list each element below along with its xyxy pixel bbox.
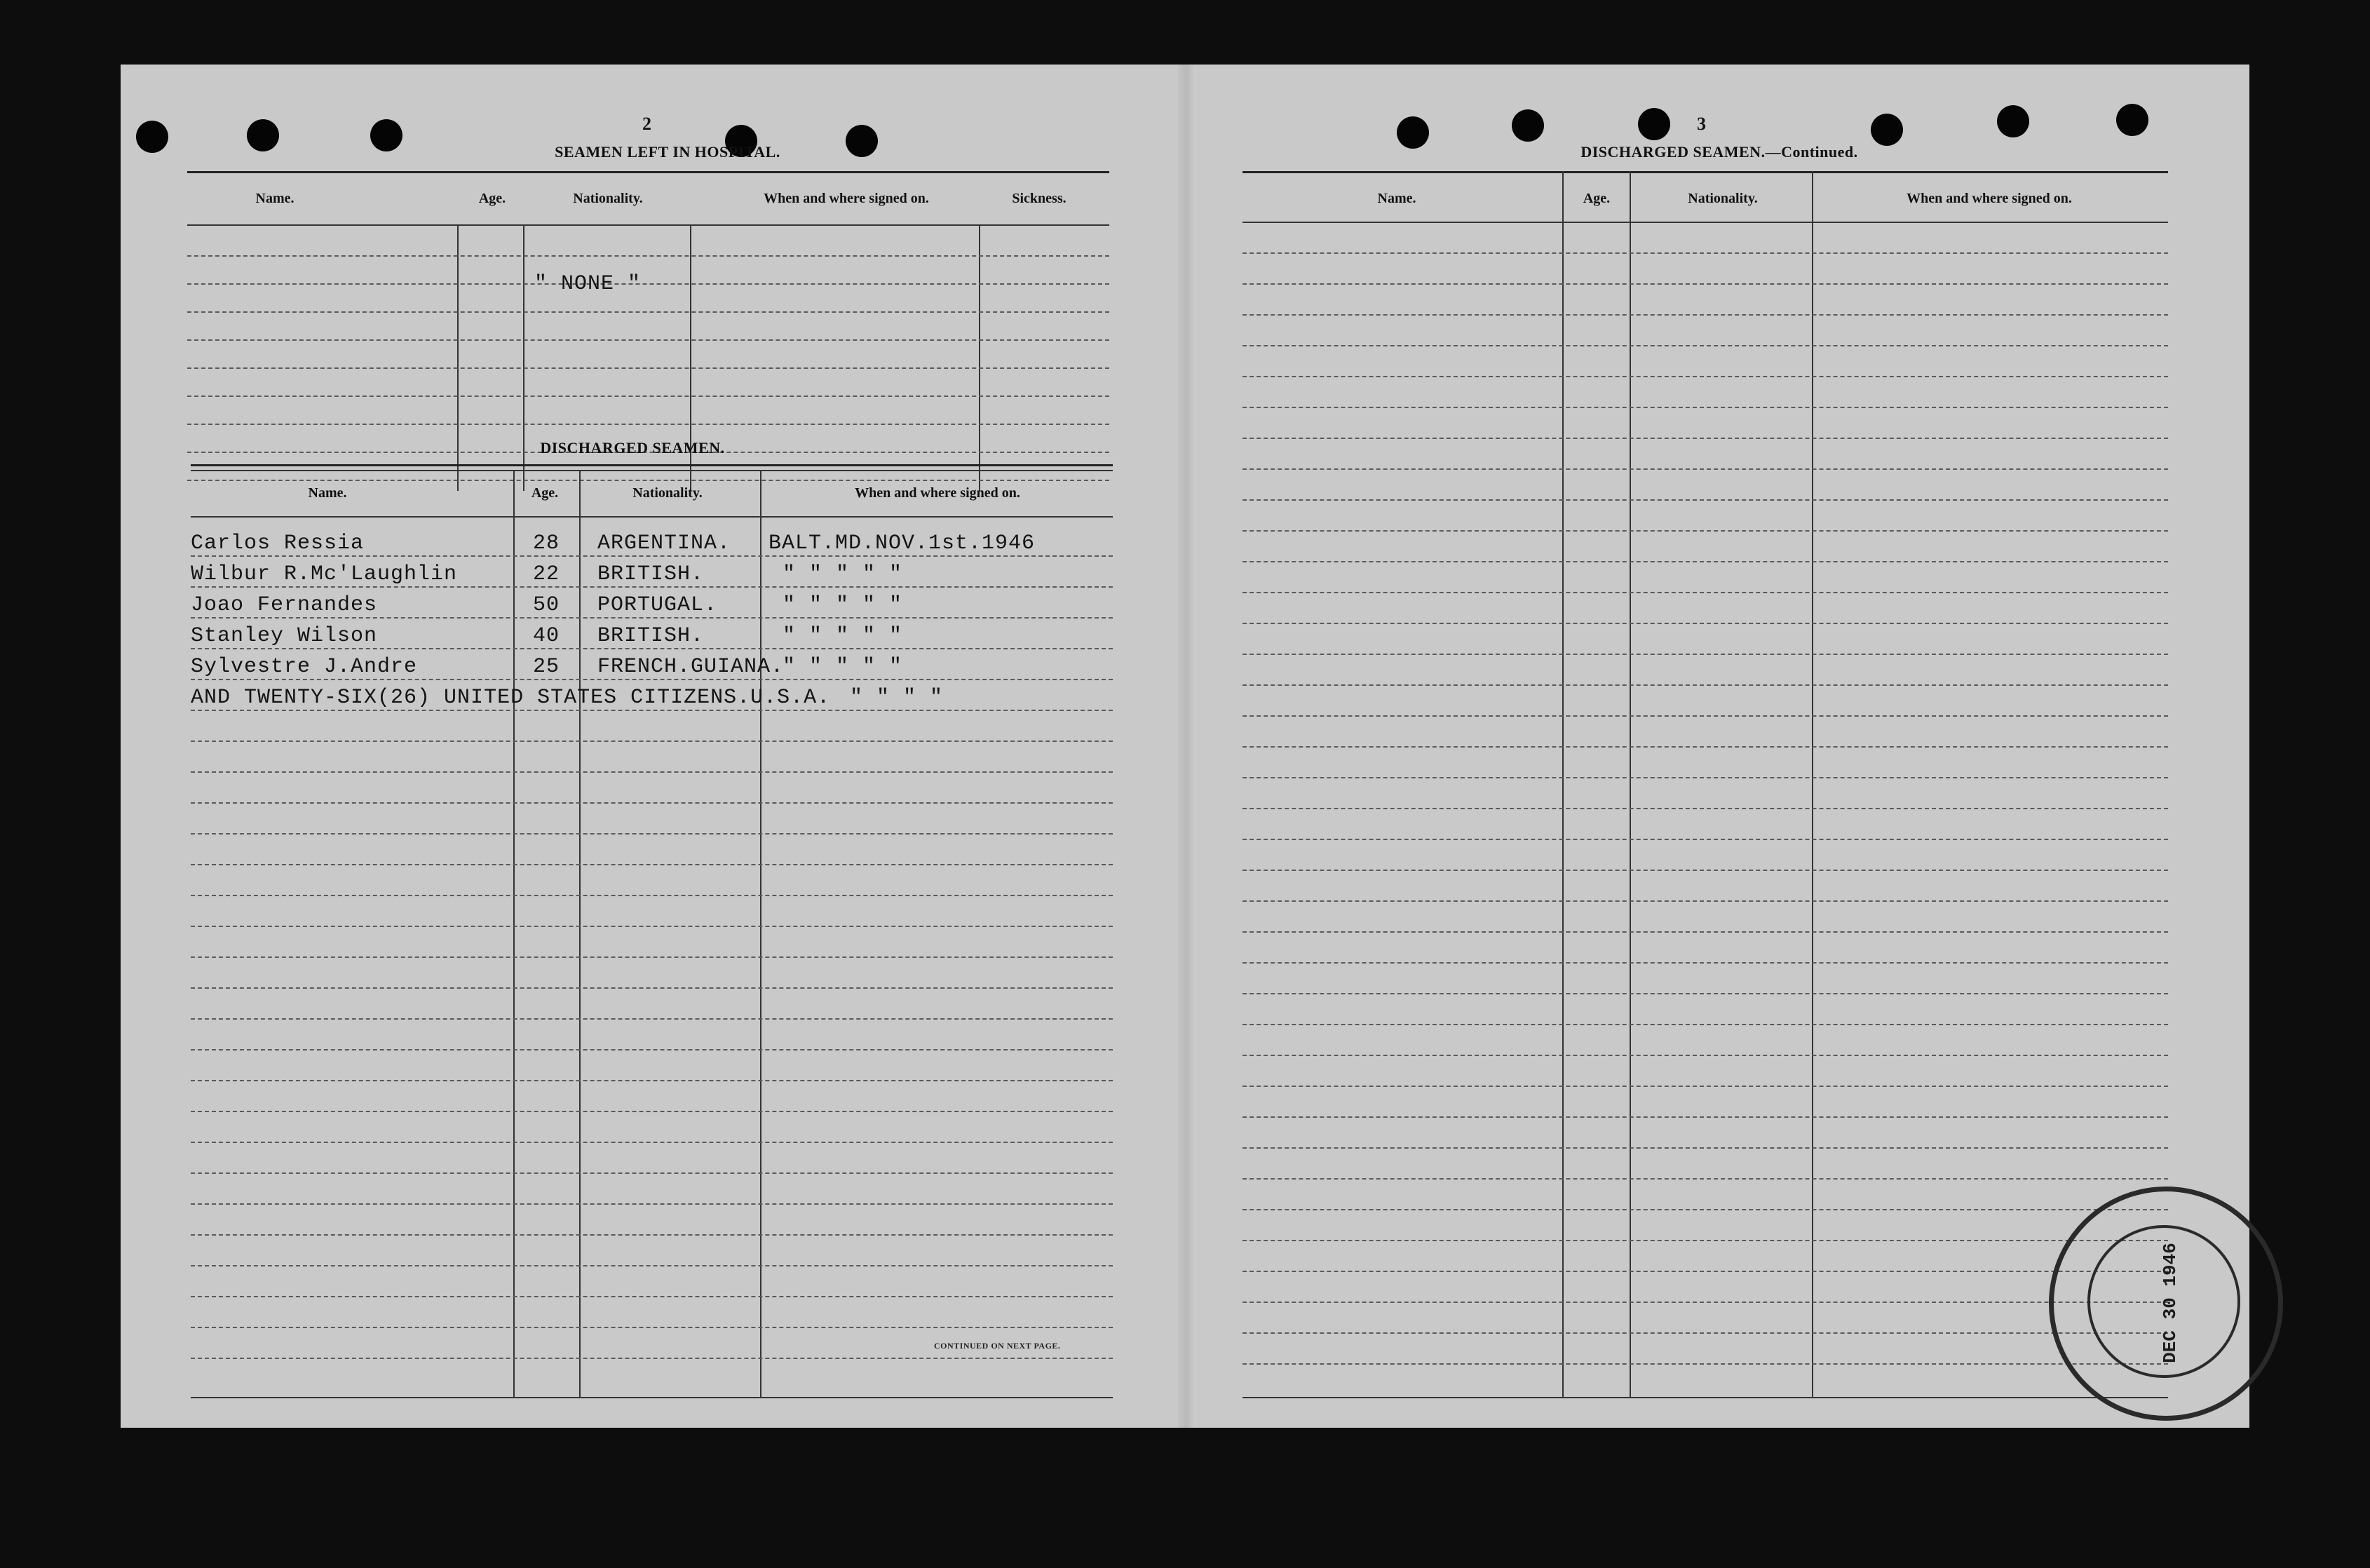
page-number: 2 [642,114,651,134]
ruled-line [191,1080,1113,1081]
seaman-age: 28 [533,532,560,555]
discharged-continued-heading: DISCHARGED SEAMEN.—Continued. [1580,143,1858,161]
ruled-line [1242,314,2168,316]
ruled-line [1242,715,2168,717]
col-nationality: Nationality. [632,485,703,501]
header-rule [1242,222,2168,223]
table-top-rule [1242,171,2168,173]
col-nationality: Nationality. [1688,191,1758,206]
col-name: Name. [255,191,294,206]
summary-ditto: " " " " [850,686,944,710]
ruled-line [191,1018,1113,1020]
hospital-none-entry: " NONE " [534,272,642,296]
seaman-signed-on: " " " " " [783,655,903,679]
stamp-date: DEC 30 1946 [2159,1243,2181,1363]
ruled-line [1242,839,2168,840]
ruled-line [187,339,1109,341]
ruled-line [191,1111,1113,1112]
table-top-rule [191,470,1113,471]
ruled-line [191,771,1113,773]
ruled-line [1242,1055,2168,1056]
ruled-line [191,710,1113,711]
column-divider [760,470,761,1397]
ruled-line [1242,870,2168,871]
column-divider [1562,171,1564,1397]
col-nationality: Nationality. [573,191,643,206]
ruled-line [1242,993,2168,994]
seaman-name: Stanley Wilson [191,624,378,648]
ruled-line [191,1172,1113,1174]
ruled-line [1242,1332,2168,1334]
ruled-line [1242,530,2168,532]
received-stamp [2049,1187,2283,1421]
ruled-line [187,480,1109,481]
page-number: 3 [1697,114,1706,134]
ruled-line [1242,468,2168,470]
table-bottom-rule [191,1397,1113,1398]
left-page [121,65,1186,1428]
table-top-rule [191,464,1113,466]
ruled-line [1242,1363,2168,1365]
ruled-line [191,741,1113,742]
ruled-line [191,1234,1113,1236]
ruled-line [191,895,1113,896]
ruled-line [191,586,1113,588]
column-divider [513,470,515,1397]
ruled-line [191,864,1113,865]
ruled-line [187,311,1109,313]
ruled-line [191,957,1113,958]
seaman-nationality: PORTUGAL. [597,593,718,617]
ruled-line [187,283,1109,285]
discharged-section-heading: DISCHARGED SEAMEN. [540,439,725,457]
seaman-age: 25 [533,655,560,679]
ruled-line [1242,345,2168,346]
seaman-name: Joao Fernandes [191,593,378,617]
col-name: Name. [308,485,347,501]
seaman-signed-on: BALT.MD.NOV.1st.1946 [768,532,1036,555]
ruled-line [1242,654,2168,655]
table-top-rule [187,171,1109,173]
ruled-line [1242,499,2168,501]
ruled-line [1242,1209,2168,1210]
column-divider [579,470,581,1397]
ruled-line [1242,1271,2168,1272]
table-bottom-rule [1242,1397,2168,1398]
ruled-line [191,617,1113,619]
ruled-line [191,1142,1113,1143]
continued-note: CONTINUED ON NEXT PAGE. [934,1341,1061,1351]
ruled-line [191,679,1113,680]
header-rule [187,224,1109,226]
ruled-line [1242,777,2168,778]
ruled-line [1242,808,2168,809]
ruled-line [1242,1086,2168,1087]
col-signed-on: When and where signed on. [764,191,929,206]
ruled-line [1242,1116,2168,1118]
seaman-nationality: BRITISH. [597,624,705,648]
ruled-line [1242,931,2168,933]
ruled-line [1242,1024,2168,1025]
ruled-line [1242,283,2168,285]
ruled-line [191,648,1113,649]
col-name: Name. [1377,191,1416,206]
seaman-signed-on: " " " " " [783,624,903,648]
ruled-line [191,1296,1113,1297]
ruled-line [187,396,1109,397]
ruled-line [191,1265,1113,1266]
col-signed-on: When and where signed on. [855,485,1020,501]
column-divider [1630,171,1631,1397]
seaman-nationality: ARGENTINA. [597,532,731,555]
col-sickness: Sickness. [1012,191,1066,206]
ruled-line [191,555,1113,557]
col-age: Age. [1583,191,1611,206]
seaman-name: Carlos Ressia [191,532,365,555]
col-age: Age. [478,191,506,206]
ruled-line [187,424,1109,425]
ruled-line [191,1049,1113,1050]
ruled-line [1242,438,2168,439]
seaman-age: 50 [533,593,560,617]
ruled-line [191,1327,1113,1328]
ruled-line [1242,561,2168,562]
ruled-line [191,833,1113,834]
ruled-line [1242,407,2168,408]
ruled-line [1242,623,2168,624]
seaman-signed-on: " " " " " [783,562,903,586]
ruled-line [1242,1178,2168,1180]
col-age: Age. [531,485,559,501]
seaman-signed-on: " " " " " [783,593,903,617]
column-divider [979,224,980,491]
ruled-line [1242,900,2168,902]
document-sheet [121,65,2249,1428]
ruled-line [191,1358,1113,1359]
hospital-section-heading: SEAMEN LEFT IN HOSPITAL. [555,143,780,161]
ruled-line [1242,962,2168,964]
ruled-line [1242,376,2168,377]
seaman-nationality: BRITISH. [597,562,705,586]
seaman-age: 22 [533,562,560,586]
ruled-line [1242,684,2168,686]
ruled-line [1242,252,2168,254]
ruled-line [1242,592,2168,593]
column-divider [457,224,459,491]
ruled-line [1242,1147,2168,1149]
ruled-line [1242,1302,2168,1303]
ruled-line [1242,746,2168,748]
column-divider [1812,171,1813,1397]
ruled-line [187,367,1109,369]
ruled-line [191,987,1113,989]
summary-line: AND TWENTY-SIX(26) UNITED STATES CITIZENS.U.S.A. [191,686,831,710]
seaman-name: Sylvestre J.Andre [191,655,418,679]
seaman-age: 40 [533,624,560,648]
ruled-line [191,926,1113,927]
seaman-nationality: FRENCH.GUIANA. [597,655,785,679]
ruled-line [191,1203,1113,1205]
ruled-line [187,255,1109,257]
col-signed-on: When and where signed on. [1907,191,2072,206]
header-rule [191,516,1113,518]
ruled-line [1242,1240,2168,1241]
seaman-name: Wilbur R.Mc'Laughlin [191,562,458,586]
ruled-line [191,802,1113,804]
